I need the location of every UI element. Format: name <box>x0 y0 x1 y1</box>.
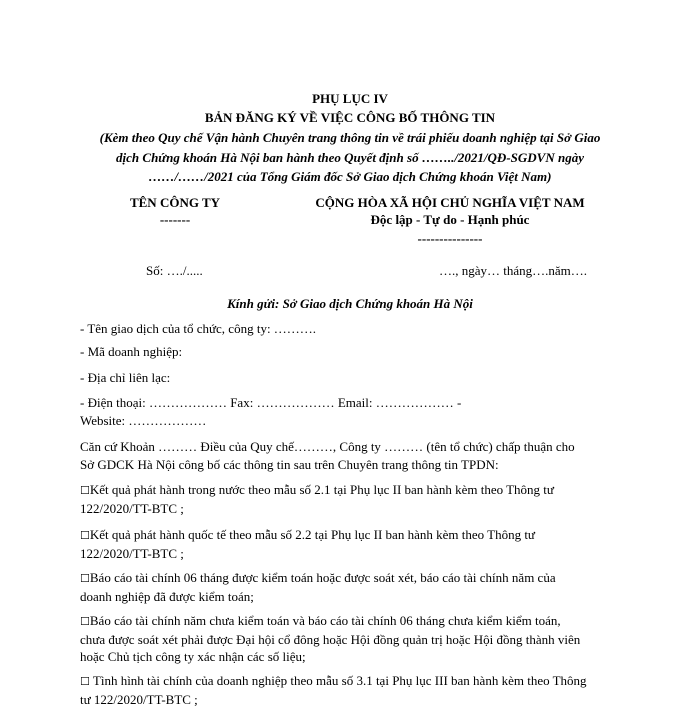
option-text-line-1: Báo cáo tài chính 06 tháng được kiểm toán hoặc được soát xét, báo cáo tài chính năm của <box>90 570 556 585</box>
nation-motto: Độc lập - Tự do - Hạnh phúc <box>270 212 630 228</box>
company-divider: ------- <box>100 212 250 228</box>
field-enterprise-code: - Mã doanh nghiệp: <box>80 344 620 360</box>
option-text-line-3: hoặc Chủ tịch công ty xác nhận các số liệu; <box>80 648 620 666</box>
subtitle-line-2: dịch Chứng khoán Hà Nội ban hành theo Quyết định số ……../2021/QĐ-SGDVN ngày <box>0 150 700 166</box>
checkbox[interactable]: ☐ <box>80 615 90 628</box>
option-text-line-2: chưa được soát xét phải được Đại hội cổ đông hoặc Hội đồng quản trị hoặc Hội đồng thành viên <box>80 631 620 649</box>
option-item <box>80 481 620 517</box>
basis-line-1: Căn cứ Khoản ……… Điều của Quy chế………, Công ty ……… (tên tổ chức) chấp thuận cho <box>80 439 620 455</box>
subtitle-line-1: (Kèm theo Quy chế Vận hành Chuyên trang thông tin về trái phiếu doanh nghiệp tại Sở Giao <box>0 130 700 146</box>
recipient-line: Kính gửi: Sở Giao dịch Chứng khoán Hà Nội <box>0 296 700 312</box>
checkbox[interactable]: ☐ <box>80 675 90 688</box>
option-text-line-1: Kết quả phát hành trong nước theo mẫu số 2.1 tại Phụ lục II ban hành kèm theo Thông tư <box>90 482 554 497</box>
company-name: TÊN CÔNG TY <box>100 195 250 211</box>
checkbox[interactable]: ☐ <box>80 484 90 497</box>
option-text-line-2: 122/2020/TT-BTC ; <box>80 500 620 518</box>
date-line: …., ngày… tháng….năm…. <box>439 263 587 279</box>
option-text-line-2: 122/2020/TT-BTC ; <box>80 545 620 563</box>
field-website: Website: ……………… <box>80 413 620 429</box>
nation-divider: --------------- <box>270 231 630 247</box>
option-item <box>80 526 620 562</box>
subtitle-line-3: ……/……/2021 của Tổng Giám đốc Sở Giao dịch Chứng khoán Việt Nam) <box>0 169 700 185</box>
nation-title: CỘNG HÒA XÃ HỘI CHỦ NGHĨA VIỆT NAM <box>270 195 630 211</box>
option-text-line-2: tư 122/2020/TT-BTC ; <box>80 691 620 708</box>
field-trade-name: - Tên giao dịch của tổ chức, công ty: ………. <box>80 321 620 337</box>
option-item <box>80 612 620 666</box>
basis-line-2: Sở GDCK Hà Nội công bố các thông tin sau trên Chuyên trang thông tin TPDN: <box>80 457 620 473</box>
option-text-line-1: Báo cáo tài chính năm chưa kiểm toán và báo cáo tài chính 06 tháng chưa kiểm kiểm toán, <box>90 613 561 628</box>
document-number: Số: …./..... <box>146 263 203 279</box>
document-title: BẢN ĐĂNG KÝ VỀ VIỆC CÔNG BỐ THÔNG TIN <box>0 110 700 126</box>
option-item <box>80 672 620 708</box>
option-item <box>80 569 620 605</box>
option-text-line-1: Tình hình tài chính của doanh nghiệp theo mẫu số 3.1 tại Phụ lục III ban hành kèm theo Thông <box>90 673 587 688</box>
field-address: - Địa chỉ liên lạc: <box>80 370 620 386</box>
appendix-heading: PHỤ LỤC IV <box>0 91 700 107</box>
checkbox[interactable]: ☐ <box>80 572 90 585</box>
option-text-line-1: Kết quả phát hành quốc tế theo mẫu số 2.2 tại Phụ lục II ban hành kèm theo Thông tư <box>90 527 535 542</box>
field-contact: - Điện thoại: ……………… Fax: ……………… Email: ……………… - <box>80 395 620 411</box>
option-text-line-2: doanh nghiệp đã được kiểm toán; <box>80 588 620 606</box>
checkbox[interactable]: ☐ <box>80 529 90 542</box>
